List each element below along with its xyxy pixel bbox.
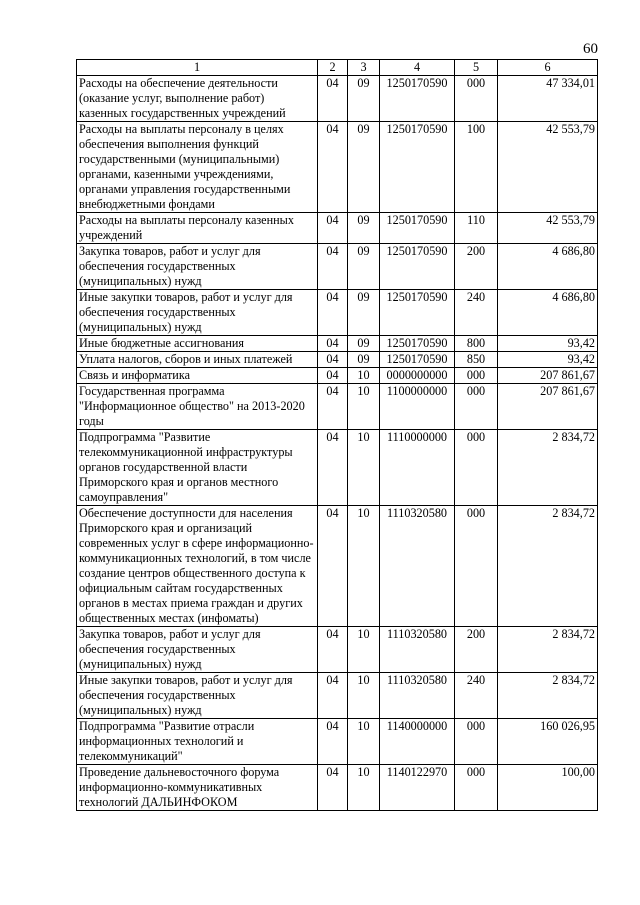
row-amount: 47 334,01 bbox=[498, 76, 598, 122]
table-row bbox=[77, 673, 598, 719]
row-expense-type: 200 bbox=[455, 627, 498, 673]
row-subsection: 10 bbox=[348, 430, 380, 506]
row-amount: 207 861,67 bbox=[498, 368, 598, 384]
row-section: 04 bbox=[318, 290, 348, 336]
table-row bbox=[77, 213, 598, 244]
row-name: Проведение дальневосточного форума информационно-коммуникативных технологий ДАЛЬИНФОКОМ bbox=[77, 765, 318, 811]
page-number: 60 bbox=[583, 41, 598, 57]
table-row bbox=[77, 76, 598, 122]
column-header-target-article: 4 bbox=[380, 60, 455, 76]
row-subsection: 10 bbox=[348, 384, 380, 430]
row-section: 04 bbox=[318, 719, 348, 765]
row-subsection: 10 bbox=[348, 765, 380, 811]
row-target-article: 1250170590 bbox=[380, 290, 455, 336]
row-name: Расходы на обеспечение деятельности (оказание услуг, выполнение работ) казенных государственных учреждений bbox=[77, 76, 318, 122]
row-section: 04 bbox=[318, 368, 348, 384]
row-amount: 42 553,79 bbox=[498, 122, 598, 213]
row-name: Государственная программа "Информационное общество" на 2013-2020 годы bbox=[77, 384, 318, 430]
column-header-expense-type: 5 bbox=[455, 60, 498, 76]
row-target-article: 1250170590 bbox=[380, 76, 455, 122]
row-subsection: 10 bbox=[348, 719, 380, 765]
table-header-row bbox=[77, 60, 598, 76]
row-subsection: 09 bbox=[348, 352, 380, 368]
row-amount: 93,42 bbox=[498, 336, 598, 352]
row-section: 04 bbox=[318, 244, 348, 290]
row-expense-type: 240 bbox=[455, 290, 498, 336]
table-row bbox=[77, 506, 598, 627]
row-expense-type: 000 bbox=[455, 430, 498, 506]
row-expense-type: 800 bbox=[455, 336, 498, 352]
row-name: Закупка товаров, работ и услуг для обеспечения государственных (муниципальных) нужд bbox=[77, 244, 318, 290]
column-header-amount: 6 bbox=[498, 60, 598, 76]
row-expense-type: 850 bbox=[455, 352, 498, 368]
table-row bbox=[77, 430, 598, 506]
row-amount: 2 834,72 bbox=[498, 673, 598, 719]
row-section: 04 bbox=[318, 352, 348, 368]
row-name: Связь и информатика bbox=[77, 368, 318, 384]
row-subsection: 09 bbox=[348, 76, 380, 122]
row-section: 04 bbox=[318, 765, 348, 811]
row-section: 04 bbox=[318, 76, 348, 122]
row-expense-type: 240 bbox=[455, 673, 498, 719]
row-amount: 93,42 bbox=[498, 352, 598, 368]
row-section: 04 bbox=[318, 506, 348, 627]
table-row bbox=[77, 290, 598, 336]
table-row bbox=[77, 122, 598, 213]
row-subsection: 09 bbox=[348, 122, 380, 213]
table-row bbox=[77, 352, 598, 368]
row-target-article: 1110320580 bbox=[380, 506, 455, 627]
row-target-article: 1100000000 bbox=[380, 384, 455, 430]
table-row bbox=[77, 719, 598, 765]
row-section: 04 bbox=[318, 384, 348, 430]
row-section: 04 bbox=[318, 627, 348, 673]
row-amount: 100,00 bbox=[498, 765, 598, 811]
row-expense-type: 200 bbox=[455, 244, 498, 290]
row-target-article: 1110000000 bbox=[380, 430, 455, 506]
row-target-article: 0000000000 bbox=[380, 368, 455, 384]
row-target-article: 1250170590 bbox=[380, 122, 455, 213]
row-expense-type: 000 bbox=[455, 368, 498, 384]
row-expense-type: 100 bbox=[455, 122, 498, 213]
row-target-article: 1250170590 bbox=[380, 336, 455, 352]
row-section: 04 bbox=[318, 336, 348, 352]
row-subsection: 09 bbox=[348, 336, 380, 352]
row-expense-type: 000 bbox=[455, 765, 498, 811]
row-amount: 160 026,95 bbox=[498, 719, 598, 765]
row-subsection: 10 bbox=[348, 506, 380, 627]
row-expense-type: 000 bbox=[455, 76, 498, 122]
row-amount: 207 861,67 bbox=[498, 384, 598, 430]
row-amount: 2 834,72 bbox=[498, 627, 598, 673]
table-row bbox=[77, 384, 598, 430]
row-subsection: 09 bbox=[348, 213, 380, 244]
row-subsection: 10 bbox=[348, 627, 380, 673]
row-name: Уплата налогов, сборов и иных платежей bbox=[77, 352, 318, 368]
table-row bbox=[77, 336, 598, 352]
column-header-name: 1 bbox=[77, 60, 318, 76]
row-name: Иные бюджетные ассигнования bbox=[77, 336, 318, 352]
row-name: Иные закупки товаров, работ и услуг для обеспечения государственных (муниципальных) нужд bbox=[77, 673, 318, 719]
row-amount: 42 553,79 bbox=[498, 213, 598, 244]
row-amount: 4 686,80 bbox=[498, 290, 598, 336]
row-section: 04 bbox=[318, 213, 348, 244]
row-subsection: 09 bbox=[348, 244, 380, 290]
row-expense-type: 000 bbox=[455, 506, 498, 627]
budget-table bbox=[76, 59, 598, 811]
row-amount: 2 834,72 bbox=[498, 506, 598, 627]
row-subsection: 09 bbox=[348, 290, 380, 336]
row-target-article: 1110320580 bbox=[380, 673, 455, 719]
row-target-article: 1110320580 bbox=[380, 627, 455, 673]
row-target-article: 1140000000 bbox=[380, 719, 455, 765]
row-expense-type: 000 bbox=[455, 384, 498, 430]
row-target-article: 1250170590 bbox=[380, 352, 455, 368]
table-row bbox=[77, 627, 598, 673]
row-subsection: 10 bbox=[348, 368, 380, 384]
row-target-article: 1140122970 bbox=[380, 765, 455, 811]
row-section: 04 bbox=[318, 122, 348, 213]
column-header-subsection: 3 bbox=[348, 60, 380, 76]
table-row bbox=[77, 368, 598, 384]
row-name: Иные закупки товаров, работ и услуг для обеспечения государственных (муниципальных) нужд bbox=[77, 290, 318, 336]
row-name: Подпрограмма "Развитие отрасли информационных технологий и телекоммуникаций" bbox=[77, 719, 318, 765]
row-amount: 2 834,72 bbox=[498, 430, 598, 506]
row-name: Расходы на выплаты персоналу казенных учреждений bbox=[77, 213, 318, 244]
row-amount: 4 686,80 bbox=[498, 244, 598, 290]
row-name: Расходы на выплаты персоналу в целях обеспечения выполнения функций государственными (муниципальными) органами, казенными учреждениями, органами управления государственными внебюджетными фондами bbox=[77, 122, 318, 213]
row-section: 04 bbox=[318, 430, 348, 506]
column-header-section: 2 bbox=[318, 60, 348, 76]
row-section: 04 bbox=[318, 673, 348, 719]
row-expense-type: 000 bbox=[455, 719, 498, 765]
table-row bbox=[77, 244, 598, 290]
row-subsection: 10 bbox=[348, 673, 380, 719]
row-target-article: 1250170590 bbox=[380, 213, 455, 244]
table-row bbox=[77, 765, 598, 811]
row-expense-type: 110 bbox=[455, 213, 498, 244]
row-name: Обеспечение доступности для населения Приморского края и организаций современных услуг в сфере информационно-коммуникационных технологий, в том числе создание центров общественного доступа к официальным сайтам государственных органов в местах приема граждан и других общественных местах (инфоматы) bbox=[77, 506, 318, 627]
row-name: Подпрограмма "Развитие телекоммуникационной инфраструктуры органов государственной власти Приморского края и органов местного самоуправления" bbox=[77, 430, 318, 506]
row-name: Закупка товаров, работ и услуг для обеспечения государственных (муниципальных) нужд bbox=[77, 627, 318, 673]
row-target-article: 1250170590 bbox=[380, 244, 455, 290]
